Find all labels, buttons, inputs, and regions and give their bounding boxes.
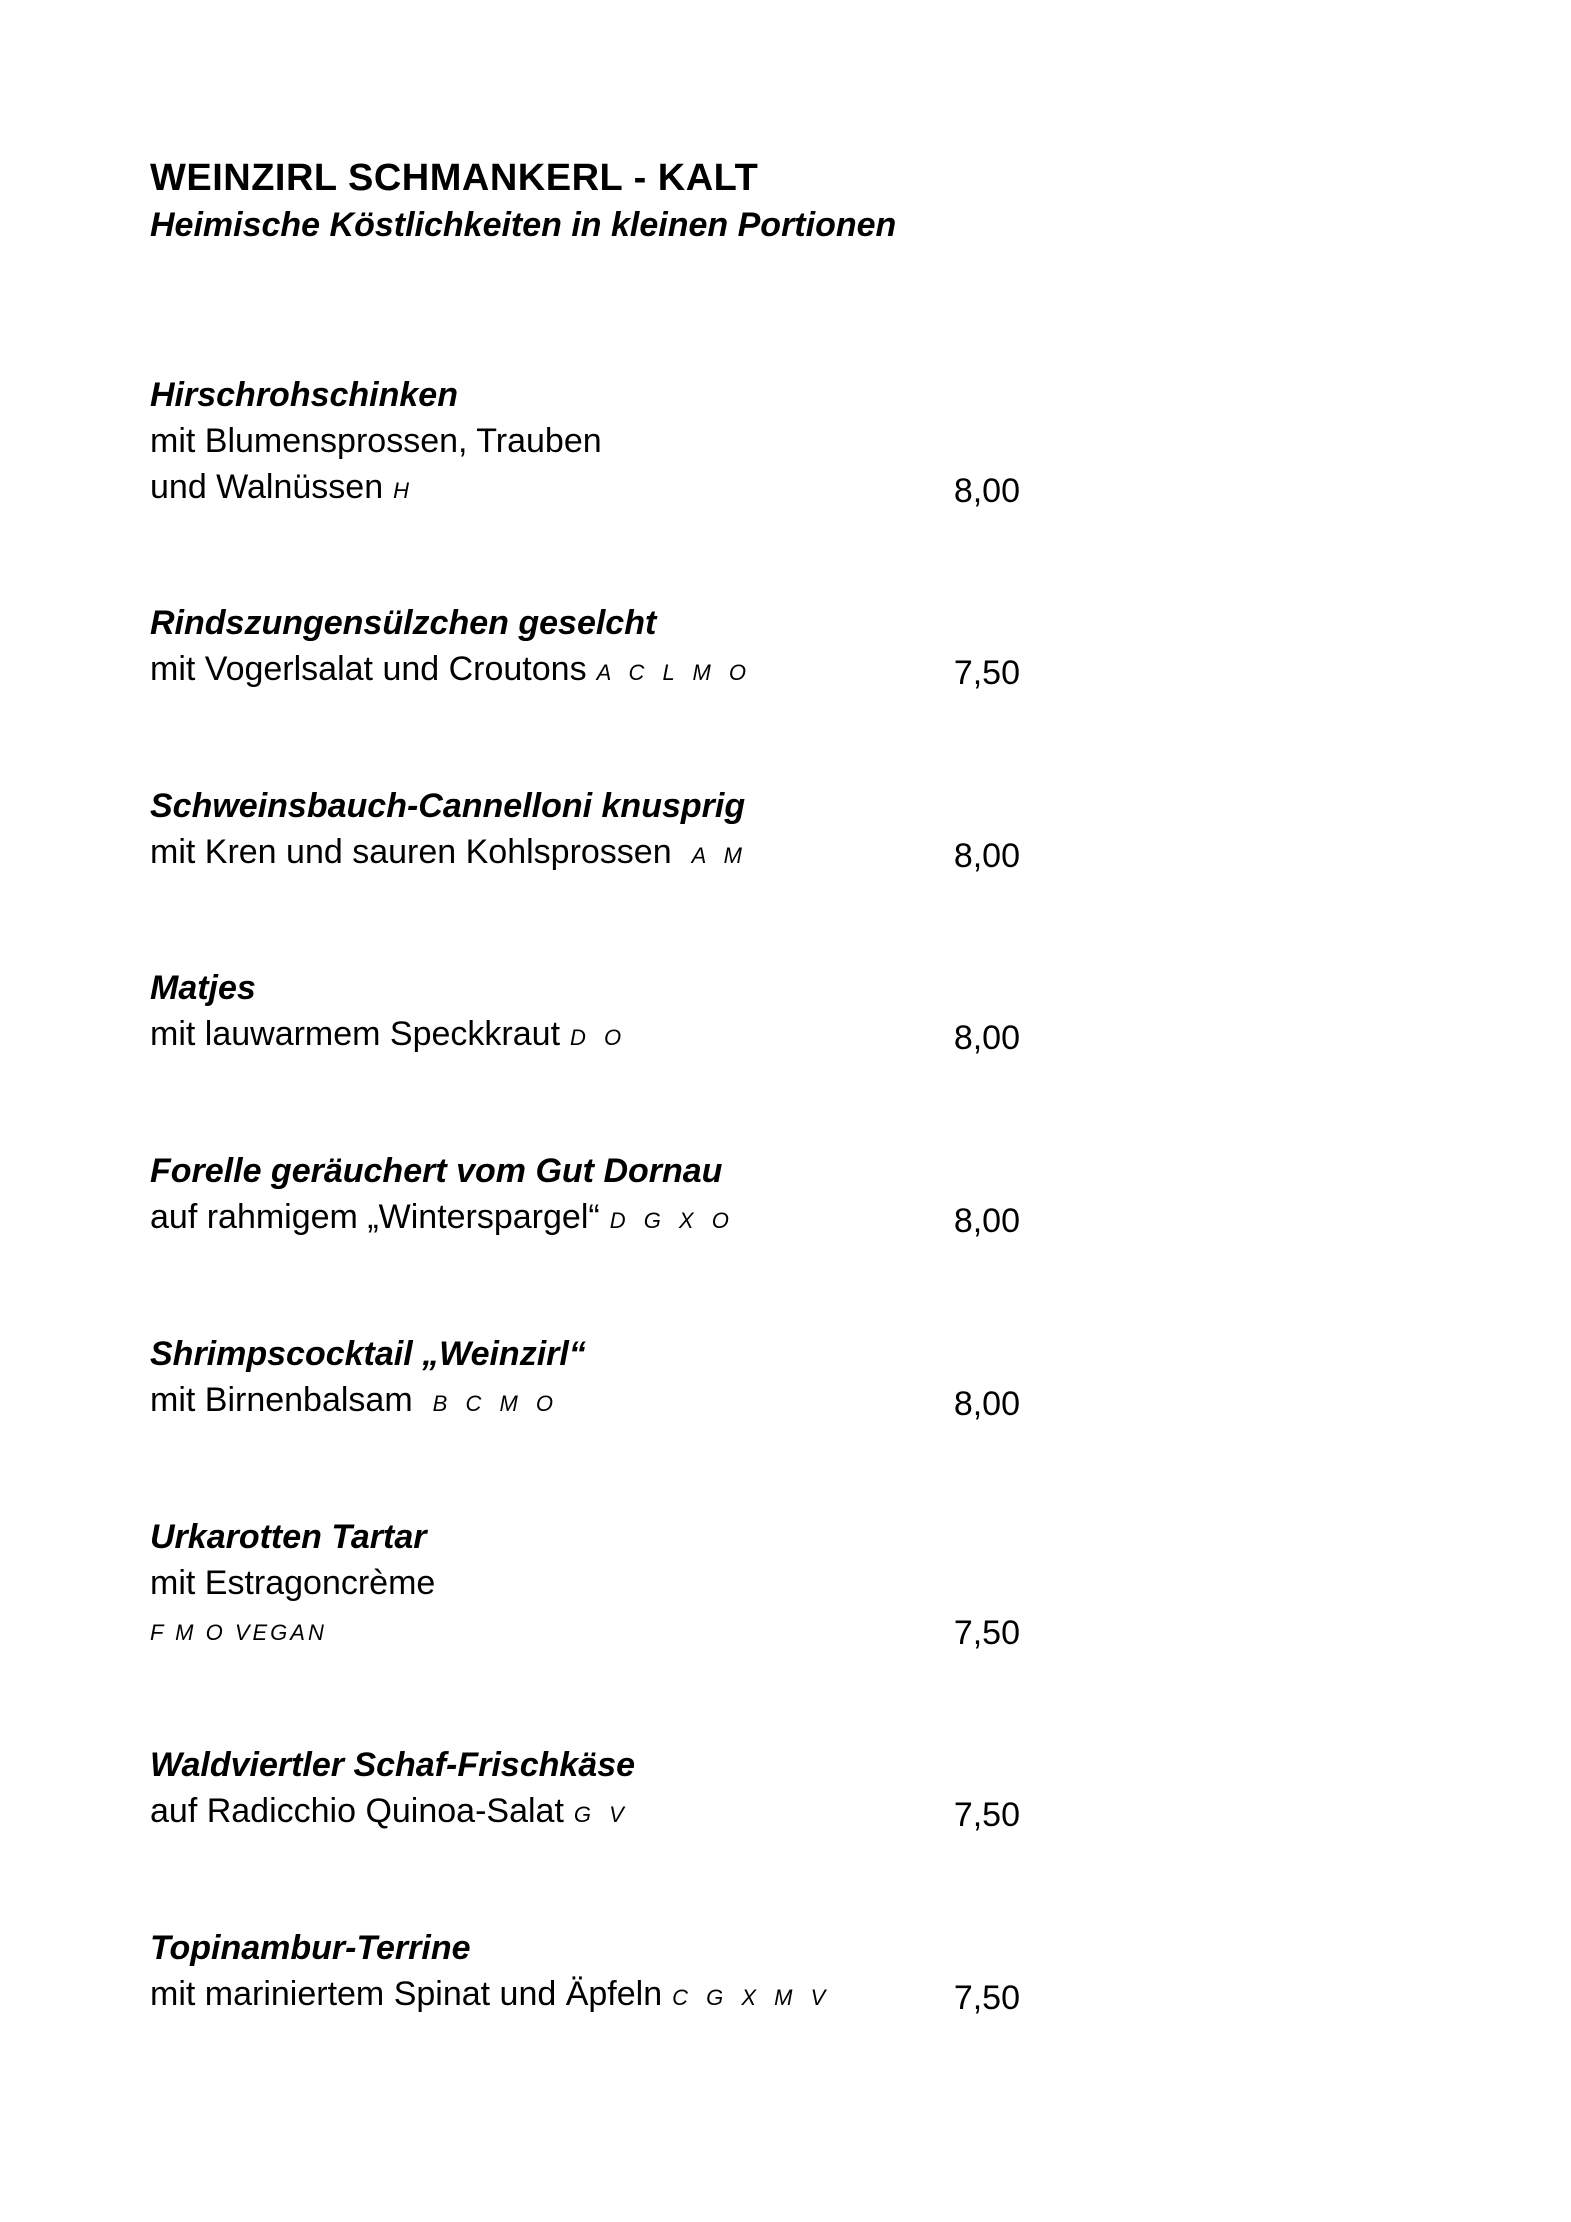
- menu-item: [150, 1925, 1020, 2021]
- allergen-codes: G V: [573, 1802, 630, 1827]
- menu-item: [150, 600, 1020, 696]
- menu-item-name: Schweinsbauch-Cannelloni knusprig: [150, 787, 746, 825]
- menu-item-description-text: mit Birnenbalsam: [150, 1381, 413, 1419]
- menu-item-description-line: [150, 1011, 1020, 1061]
- menu-item: [150, 1742, 1020, 1838]
- menu-item-description-text: mit lauwarmem Speckkraut: [150, 1015, 561, 1053]
- menu-section-title: WEINZIRL SCHMANKERL - KALT: [150, 157, 759, 199]
- menu-item-name: Forelle geräuchert vom Gut Dornau: [150, 1152, 723, 1190]
- menu-item-description-text: mit Vogerlsalat und Croutons: [150, 650, 587, 688]
- menu-item-description-line2: [150, 464, 1020, 514]
- menu-item: [150, 783, 1020, 879]
- menu-item-price: 7,50: [953, 1614, 1020, 1652]
- menu-item-name: Shrimpscocktail „Weinzirl“: [150, 1335, 586, 1373]
- menu-item-name: Topinambur-Terrine: [150, 1929, 471, 1967]
- menu-item-price: 8,00: [953, 1385, 1020, 1423]
- menu-item-price: 8,00: [953, 472, 1020, 510]
- menu-item-allergen-line: [150, 1606, 1020, 1656]
- menu-item-description: mit Estragoncrème: [150, 1564, 436, 1602]
- menu-item-price: 8,00: [953, 1019, 1020, 1057]
- allergen-codes: F M O VEGAN: [150, 1620, 327, 1645]
- menu-section-subtitle: Heimische Köstlichkeiten in kleinen Portionen: [150, 206, 897, 244]
- menu-item-name: Rindszungensülzchen geselcht: [150, 604, 657, 642]
- menu-item-price: 8,00: [953, 1202, 1020, 1240]
- menu-item-name: Hirschrohschinken: [150, 376, 458, 414]
- menu-item-description-text: mit mariniertem Spinat und Äpfeln: [150, 1975, 663, 2013]
- allergen-codes: D O: [570, 1025, 628, 1050]
- menu-item-description-text: auf Radicchio Quinoa-Salat: [150, 1792, 564, 1830]
- menu-item: [150, 1514, 1020, 1656]
- menu-item-name: Urkarotten Tartar: [150, 1518, 427, 1556]
- menu-item-price: 7,50: [953, 1796, 1020, 1834]
- menu-item-description-line: [150, 829, 1020, 879]
- menu-item-price: 7,50: [953, 654, 1020, 692]
- menu-item-description-text: auf rahmigem „Winterspargel“: [150, 1198, 600, 1236]
- menu-item-name: Waldviertler Schaf-Frischkäse: [150, 1746, 636, 1784]
- menu-item-description-line: [150, 1971, 1020, 2021]
- menu-item-description-text: mit Kren und sauren Kohlsprossen: [150, 833, 672, 871]
- menu-item: [150, 965, 1020, 1061]
- allergen-codes: C G X M V: [672, 1985, 832, 2010]
- menu-item-name: Matjes: [150, 969, 256, 1007]
- menu-item-description-text: und Walnüssen: [150, 468, 384, 506]
- menu-item-description: mit Blumensprossen, Trauben: [150, 422, 602, 460]
- allergen-codes: B C M O: [432, 1391, 559, 1416]
- allergen-codes: H: [393, 478, 415, 503]
- menu-item-description-line: [150, 1377, 1020, 1427]
- menu-item: [150, 1148, 1020, 1244]
- menu-item-description-line: [150, 1194, 1020, 1244]
- menu-item: [150, 1331, 1020, 1427]
- menu-item: [150, 372, 1020, 514]
- menu-item-description-line: [150, 646, 1020, 696]
- allergen-codes: D G X O: [609, 1208, 735, 1233]
- menu-item-price: 8,00: [953, 837, 1020, 875]
- allergen-codes: A M: [691, 843, 748, 868]
- menu-item-description-line: [150, 1788, 1020, 1838]
- menu-item-price: 7,50: [953, 1979, 1020, 2017]
- allergen-codes: A C L M O: [596, 660, 753, 685]
